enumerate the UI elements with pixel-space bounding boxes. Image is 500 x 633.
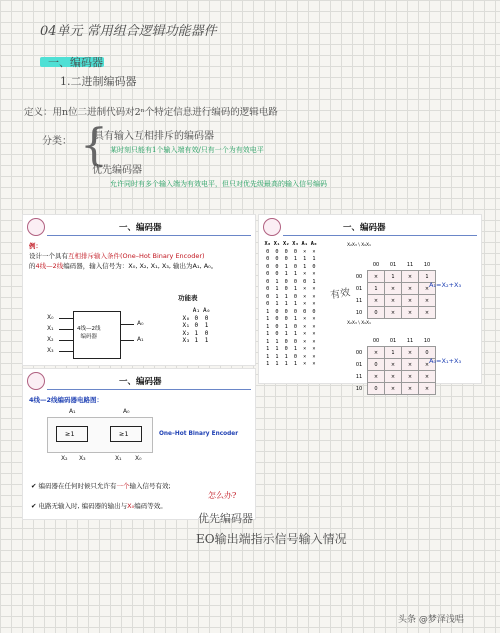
table-cell: 1 bbox=[266, 353, 270, 360]
table-cell: 0 bbox=[312, 308, 316, 315]
function-table-header bbox=[181, 307, 212, 315]
kmap-cell: × bbox=[385, 283, 402, 295]
encoder-block bbox=[73, 311, 121, 359]
table-cell: 1 bbox=[312, 256, 316, 262]
circuit-input-x2: X₂ bbox=[61, 455, 68, 462]
table-cell: 1 bbox=[293, 361, 297, 367]
example-line1 bbox=[29, 251, 205, 260]
table-row bbox=[181, 322, 212, 330]
table-cell: 1 bbox=[194, 329, 199, 337]
table-cell: 1 bbox=[284, 323, 288, 330]
table-cell: × bbox=[312, 323, 316, 330]
slide-card-example bbox=[22, 214, 256, 366]
circuit-input-x3: X₃ bbox=[79, 455, 86, 462]
table-cell: × bbox=[303, 346, 307, 352]
table-cell: 0 bbox=[204, 329, 209, 337]
bullet-2-emphasis: X₀ bbox=[127, 502, 135, 510]
table-cell: X₃ bbox=[182, 337, 190, 344]
bullet-1-text: 编码器在任何时候只允许有 bbox=[38, 482, 117, 490]
output-wire bbox=[120, 340, 134, 341]
table-cell: 1 bbox=[284, 271, 288, 277]
annotation-zen-me-ban: 怎么办? bbox=[208, 491, 237, 500]
line2-rest: 编码器，输入信号为：X₀, X₂, X₁, X₃, 输出为A₁, A₀。 bbox=[63, 262, 218, 270]
line1-emphasis: 互相排斥输入条件 bbox=[68, 252, 120, 260]
table-cell: × bbox=[303, 286, 307, 292]
kmap-col-label: 00 bbox=[372, 261, 380, 268]
table-cell: 0 bbox=[284, 308, 288, 315]
table-cell: 1 bbox=[275, 361, 279, 367]
notes-class2-note: 允许同时有多个输入端为有效电平，但只对优先级最高的输入信号编码 bbox=[110, 180, 327, 188]
table-cell: × bbox=[312, 293, 316, 300]
table-cell: 1 bbox=[275, 301, 279, 307]
input-wire bbox=[59, 351, 73, 352]
table-row bbox=[263, 316, 319, 324]
notes-classify-label: 分类： bbox=[42, 136, 72, 147]
example-line2 bbox=[29, 261, 217, 270]
table-cell: 0 bbox=[266, 286, 270, 292]
circuit-panel bbox=[47, 417, 153, 453]
kmap-row-label: 01 bbox=[355, 361, 363, 368]
table-cell: 1 bbox=[293, 301, 297, 307]
kmap-cell: × bbox=[385, 383, 402, 395]
table-cell: × bbox=[312, 248, 316, 255]
table-cell: 0 bbox=[266, 293, 270, 300]
table-cell: × bbox=[312, 316, 316, 322]
function-table-title: 功能表 bbox=[178, 294, 198, 302]
table-cell: × bbox=[312, 346, 316, 352]
kmap-row-label: 10 bbox=[355, 385, 363, 392]
table-cell: 0 bbox=[275, 256, 279, 262]
table-cell: 1 bbox=[275, 346, 279, 352]
table-cell: 0 bbox=[194, 314, 199, 322]
table-row bbox=[263, 346, 319, 354]
kmap-col-label: 00 bbox=[372, 337, 380, 344]
bullet-1-rest: 输入信号有效; bbox=[129, 482, 171, 490]
table-cell: × bbox=[303, 338, 307, 345]
kmap-row bbox=[351, 307, 436, 319]
kmap-cell: × bbox=[385, 307, 402, 319]
table-cell: 1 bbox=[303, 263, 307, 270]
table-cell: × bbox=[312, 286, 316, 292]
kmap-header bbox=[351, 335, 436, 347]
notes-class1: 具有输入互相排斥的编码器 bbox=[94, 131, 214, 142]
table-cell: × bbox=[303, 323, 307, 330]
kmap-row bbox=[351, 359, 436, 371]
table-cell: 0 bbox=[275, 323, 279, 330]
kmap-cell: 0 bbox=[368, 359, 385, 371]
card-title: 一、编码器 bbox=[119, 377, 162, 387]
table-row bbox=[263, 279, 319, 287]
kmap-row bbox=[351, 347, 436, 359]
kmap-cell: × bbox=[402, 307, 419, 319]
notes-definition: 定义：用n位二进制代码对2ⁿ个特定信息进行编码的逻辑电路 bbox=[24, 107, 278, 118]
table-row bbox=[263, 361, 319, 369]
annotation-priority-encoder: 优先编码器 bbox=[198, 512, 253, 525]
header-cell bbox=[181, 307, 191, 315]
table-row bbox=[263, 249, 319, 257]
kmap-cell: × bbox=[402, 283, 419, 295]
kmap-corner bbox=[351, 335, 368, 347]
table-cell: 0 bbox=[275, 316, 279, 322]
table-row bbox=[181, 337, 212, 345]
table-cell: 0 bbox=[293, 353, 297, 360]
kmap-col-label: 01 bbox=[389, 261, 397, 268]
table-cell: 0 bbox=[293, 263, 297, 270]
encoder-block-label: 4线—2线 编码器 bbox=[77, 326, 101, 340]
kmap-cell: × bbox=[402, 347, 419, 359]
table-cell: 0 bbox=[266, 271, 270, 277]
annotation-eo: EO输出端指示信号输入情况 bbox=[196, 532, 347, 546]
bullet-2-rest: 编码等效。 bbox=[134, 502, 167, 510]
brace-icon: { bbox=[80, 120, 108, 171]
kmap-cell: 1 bbox=[385, 347, 402, 359]
table-row bbox=[263, 271, 319, 279]
header-rule bbox=[47, 235, 251, 236]
table-cell: 0 bbox=[194, 322, 199, 329]
kmap-col-label: 01 bbox=[389, 337, 397, 344]
example-label: 例： bbox=[29, 242, 42, 250]
input-wire bbox=[59, 318, 73, 319]
karnaugh-map-a0 bbox=[351, 335, 436, 395]
table-cell: 1 bbox=[312, 278, 316, 285]
card-title: 一、编码器 bbox=[343, 223, 386, 233]
table-cell: 1 bbox=[194, 337, 199, 344]
table-row bbox=[263, 309, 319, 317]
kmap-cell: × bbox=[419, 307, 436, 319]
university-logo-icon bbox=[27, 372, 45, 390]
table-cell: 1 bbox=[293, 286, 297, 292]
table-cell: × bbox=[312, 331, 316, 337]
table-cell: 0 bbox=[284, 248, 288, 255]
card-header bbox=[259, 215, 481, 237]
card-title: 一、编码器 bbox=[119, 223, 162, 233]
notes-heading: 04单元 常用组合逻辑功能器件 bbox=[40, 24, 217, 39]
table-cell: 1 bbox=[275, 286, 279, 292]
table-cell: × bbox=[312, 271, 316, 277]
line2-text: 的 bbox=[29, 262, 36, 270]
equation-a0: A₀=X₁+X₃ bbox=[429, 357, 462, 365]
table-cell: 1 bbox=[266, 331, 270, 337]
table-cell: 0 bbox=[293, 308, 297, 315]
kmap-row bbox=[351, 295, 436, 307]
kmap-cell: 0 bbox=[368, 307, 385, 319]
block-output-a1: A₁ bbox=[137, 336, 144, 343]
block-input-x3: X₃ bbox=[47, 347, 54, 354]
header-cell: X₃ bbox=[292, 241, 299, 247]
kmap-row-label: 10 bbox=[355, 309, 363, 316]
header-cell: X₁ bbox=[273, 241, 280, 247]
table-cell: 0 bbox=[312, 263, 316, 270]
card-header bbox=[23, 369, 255, 391]
table-cell: × bbox=[312, 301, 316, 307]
notes-class1-note: 某时刻只能有1个输入端有效/只有一个为有效电平 bbox=[110, 146, 264, 154]
table-row bbox=[263, 286, 319, 294]
table-cell: 1 bbox=[284, 301, 288, 307]
kmap-row bbox=[351, 271, 436, 283]
table-cell: 1 bbox=[204, 322, 209, 329]
kmap-cell: × bbox=[419, 295, 436, 307]
table-cell: × bbox=[303, 271, 307, 277]
kmap-row-label: 11 bbox=[355, 297, 363, 304]
table-cell: 1 bbox=[266, 308, 270, 315]
table-cell: X₀ bbox=[182, 314, 190, 322]
kmap-row-label: 11 bbox=[355, 373, 363, 380]
line1-english: (One–Hot Binary Encoder) bbox=[120, 252, 205, 260]
kmap-header bbox=[351, 259, 436, 271]
function-table bbox=[181, 307, 212, 345]
table-cell: 1 bbox=[303, 256, 307, 262]
notes-section1: 一、编码器 bbox=[48, 56, 103, 69]
table-cell: × bbox=[303, 248, 307, 255]
kmap-cell: × bbox=[402, 271, 419, 283]
notes-class2: 优先编码器 bbox=[92, 165, 142, 176]
table-cell: 0 bbox=[284, 338, 288, 345]
kmap-row-label: 00 bbox=[355, 349, 363, 356]
table-cell: 0 bbox=[293, 248, 297, 255]
kmap-cell: × bbox=[419, 283, 436, 295]
truth-table bbox=[263, 241, 319, 369]
table-cell: 0 bbox=[266, 248, 270, 255]
table-cell: 0 bbox=[303, 278, 307, 285]
table-cell: 0 bbox=[293, 338, 297, 345]
table-cell: 0 bbox=[266, 301, 270, 307]
kmap-cell: 0 bbox=[419, 347, 436, 359]
header-rule bbox=[47, 389, 251, 390]
kmap2-corner-label: X₂X₃ \ X₀X₁ bbox=[347, 321, 371, 326]
table-row bbox=[263, 264, 319, 272]
kmap-cell: × bbox=[402, 383, 419, 395]
table-cell: 1 bbox=[293, 331, 297, 337]
header-cell: A₁ bbox=[192, 307, 200, 314]
truth-table-header bbox=[263, 241, 319, 249]
table-cell: 0 bbox=[275, 308, 279, 315]
table-cell: 1 bbox=[293, 346, 297, 352]
table-cell: 1 bbox=[284, 331, 288, 337]
kmap-cell: × bbox=[419, 359, 436, 371]
kmap-cell: 1 bbox=[385, 271, 402, 283]
table-row bbox=[263, 301, 319, 309]
table-cell: 1 bbox=[266, 338, 270, 345]
annotation-you-xiao: 有效 bbox=[329, 287, 352, 302]
kmap-cell: × bbox=[402, 295, 419, 307]
table-cell: × bbox=[303, 301, 307, 307]
kmap-cell: × bbox=[368, 347, 385, 359]
table-cell: 1 bbox=[284, 293, 288, 300]
circuit-input-x0: X₀ bbox=[135, 455, 142, 462]
kmap-cell: 1 bbox=[419, 271, 436, 283]
kmap-row bbox=[351, 283, 436, 295]
circuit-output-a1: A₁ bbox=[69, 408, 76, 415]
header-cell: A₁ bbox=[301, 241, 308, 247]
table-cell: 0 bbox=[284, 286, 288, 292]
table-cell: 1 bbox=[266, 361, 270, 367]
kmap-cell: 1 bbox=[368, 283, 385, 295]
check-icon: ✔ bbox=[31, 482, 39, 490]
table-cell: 1 bbox=[266, 346, 270, 352]
kmap-col-label: 11 bbox=[406, 337, 414, 344]
table-cell: 0 bbox=[266, 263, 270, 270]
kmap-cell: × bbox=[368, 271, 385, 283]
table-cell: × bbox=[312, 361, 316, 367]
table-cell: X₂ bbox=[182, 329, 190, 337]
table-cell: 0 bbox=[284, 256, 288, 262]
header-cell: A₀ bbox=[310, 241, 317, 247]
header-cell: X₀ bbox=[264, 241, 271, 247]
kmap-cell: × bbox=[368, 371, 385, 383]
kmap-col-label: 11 bbox=[406, 261, 414, 268]
circuit-subtitle: 4线—2线编码器电路图： bbox=[29, 396, 104, 404]
table-row bbox=[263, 354, 319, 362]
table-cell: 1 bbox=[293, 256, 297, 262]
table-row bbox=[263, 324, 319, 332]
header-cell: A₀ bbox=[202, 307, 211, 314]
or-gate-label: ≥1 bbox=[119, 430, 129, 438]
table-cell: 0 bbox=[266, 278, 270, 285]
university-logo-icon bbox=[263, 218, 281, 236]
block-input-x1: X₁ bbox=[47, 325, 54, 332]
header-rule bbox=[283, 235, 477, 236]
karnaugh-map-a1 bbox=[351, 259, 436, 319]
table-cell: 0 bbox=[284, 316, 288, 322]
output-wire bbox=[120, 324, 134, 325]
slide-card-truth-table bbox=[258, 214, 482, 392]
bullet-2 bbox=[31, 501, 167, 510]
table-cell: 0 bbox=[293, 323, 297, 330]
table-cell: 0 bbox=[293, 293, 297, 300]
table-cell: × bbox=[303, 316, 307, 322]
table-cell: 0 bbox=[284, 278, 288, 285]
table-cell: 0 bbox=[266, 256, 270, 262]
circuit-caption: One–Hot Binary Encoder bbox=[159, 431, 239, 437]
kmap-cell: × bbox=[385, 359, 402, 371]
input-wire bbox=[59, 329, 73, 330]
kmap-cell: × bbox=[419, 371, 436, 383]
kmap-cell: 0 bbox=[368, 383, 385, 395]
table-cell: 0 bbox=[275, 271, 279, 277]
table-cell: 1 bbox=[293, 316, 297, 322]
circuit-input-x1: X₁ bbox=[115, 455, 122, 462]
table-cell: 0 bbox=[275, 248, 279, 255]
table-cell: 1 bbox=[284, 353, 288, 360]
kmap-cell: × bbox=[368, 295, 385, 307]
kmap-corner bbox=[351, 259, 368, 271]
table-row bbox=[263, 256, 319, 264]
block-input-x0: X₀ bbox=[47, 314, 54, 321]
table-cell: 1 bbox=[275, 293, 279, 300]
header-cell: X₂ bbox=[283, 241, 290, 247]
table-cell: 1 bbox=[275, 353, 279, 360]
table-cell: 1 bbox=[275, 338, 279, 345]
kmap-cell: × bbox=[385, 371, 402, 383]
kmap-row-label: 00 bbox=[355, 273, 363, 280]
kmap-cell: × bbox=[385, 295, 402, 307]
table-cell: 0 bbox=[275, 331, 279, 337]
kmap-col-label: 10 bbox=[423, 337, 431, 344]
university-logo-icon bbox=[27, 218, 45, 236]
table-row bbox=[181, 315, 212, 323]
kmap-cell: × bbox=[402, 371, 419, 383]
table-cell: × bbox=[312, 353, 316, 360]
block-output-a0: A₀ bbox=[137, 320, 144, 327]
circuit-output-a0: A₀ bbox=[123, 408, 130, 415]
table-cell: 0 bbox=[293, 278, 297, 285]
kmap1-corner-label: X₂X₃ \ X₀X₁ bbox=[347, 243, 371, 248]
table-cell: 1 bbox=[284, 263, 288, 270]
table-row bbox=[263, 331, 319, 339]
table-cell: × bbox=[303, 293, 307, 300]
table-cell: 1 bbox=[266, 316, 270, 322]
input-wire bbox=[59, 340, 73, 341]
notes-sub1: 1.二进制编码器 bbox=[60, 75, 137, 88]
table-row bbox=[181, 330, 212, 338]
line2-emphasis: 4线—2线 bbox=[35, 262, 64, 270]
table-cell: 1 bbox=[204, 337, 209, 344]
table-cell: 0 bbox=[204, 314, 209, 322]
line1-text: 设计一个具有 bbox=[29, 252, 68, 260]
kmap-row-label: 01 bbox=[355, 285, 363, 292]
table-cell: 0 bbox=[303, 308, 307, 315]
table-cell: 1 bbox=[275, 278, 279, 285]
bullet-2-text: 电路无输入时, 编码器的输出与 bbox=[38, 502, 128, 510]
or-gate-label: ≥1 bbox=[65, 430, 75, 438]
table-cell: × bbox=[303, 361, 307, 367]
card-header bbox=[23, 215, 255, 237]
bullet-1 bbox=[31, 481, 171, 490]
kmap-cell: × bbox=[402, 359, 419, 371]
table-cell: × bbox=[303, 353, 307, 360]
table-cell: × bbox=[312, 338, 316, 345]
bullet-1-emphasis: 一个 bbox=[116, 482, 130, 490]
table-cell: 1 bbox=[293, 271, 297, 277]
table-cell: 1 bbox=[266, 323, 270, 330]
check-icon: ✔ bbox=[31, 502, 39, 510]
kmap-cell: × bbox=[419, 383, 436, 395]
equation-a1: A₁=X₂+X₃ bbox=[429, 281, 462, 289]
or-gate-a1 bbox=[56, 426, 88, 442]
table-cell: 0 bbox=[284, 346, 288, 352]
table-cell: X₁ bbox=[182, 322, 190, 329]
watermark: 头条 @梦泽浅唱 bbox=[398, 615, 464, 625]
table-cell: 0 bbox=[275, 263, 279, 270]
block-input-x2: X₂ bbox=[47, 336, 54, 343]
table-row bbox=[263, 294, 319, 302]
kmap-row bbox=[351, 383, 436, 395]
kmap-row bbox=[351, 371, 436, 383]
or-gate-a0 bbox=[110, 426, 142, 442]
kmap-col-label: 10 bbox=[423, 261, 431, 268]
table-row bbox=[263, 339, 319, 347]
table-cell: × bbox=[303, 331, 307, 337]
table-cell: 1 bbox=[284, 361, 288, 367]
